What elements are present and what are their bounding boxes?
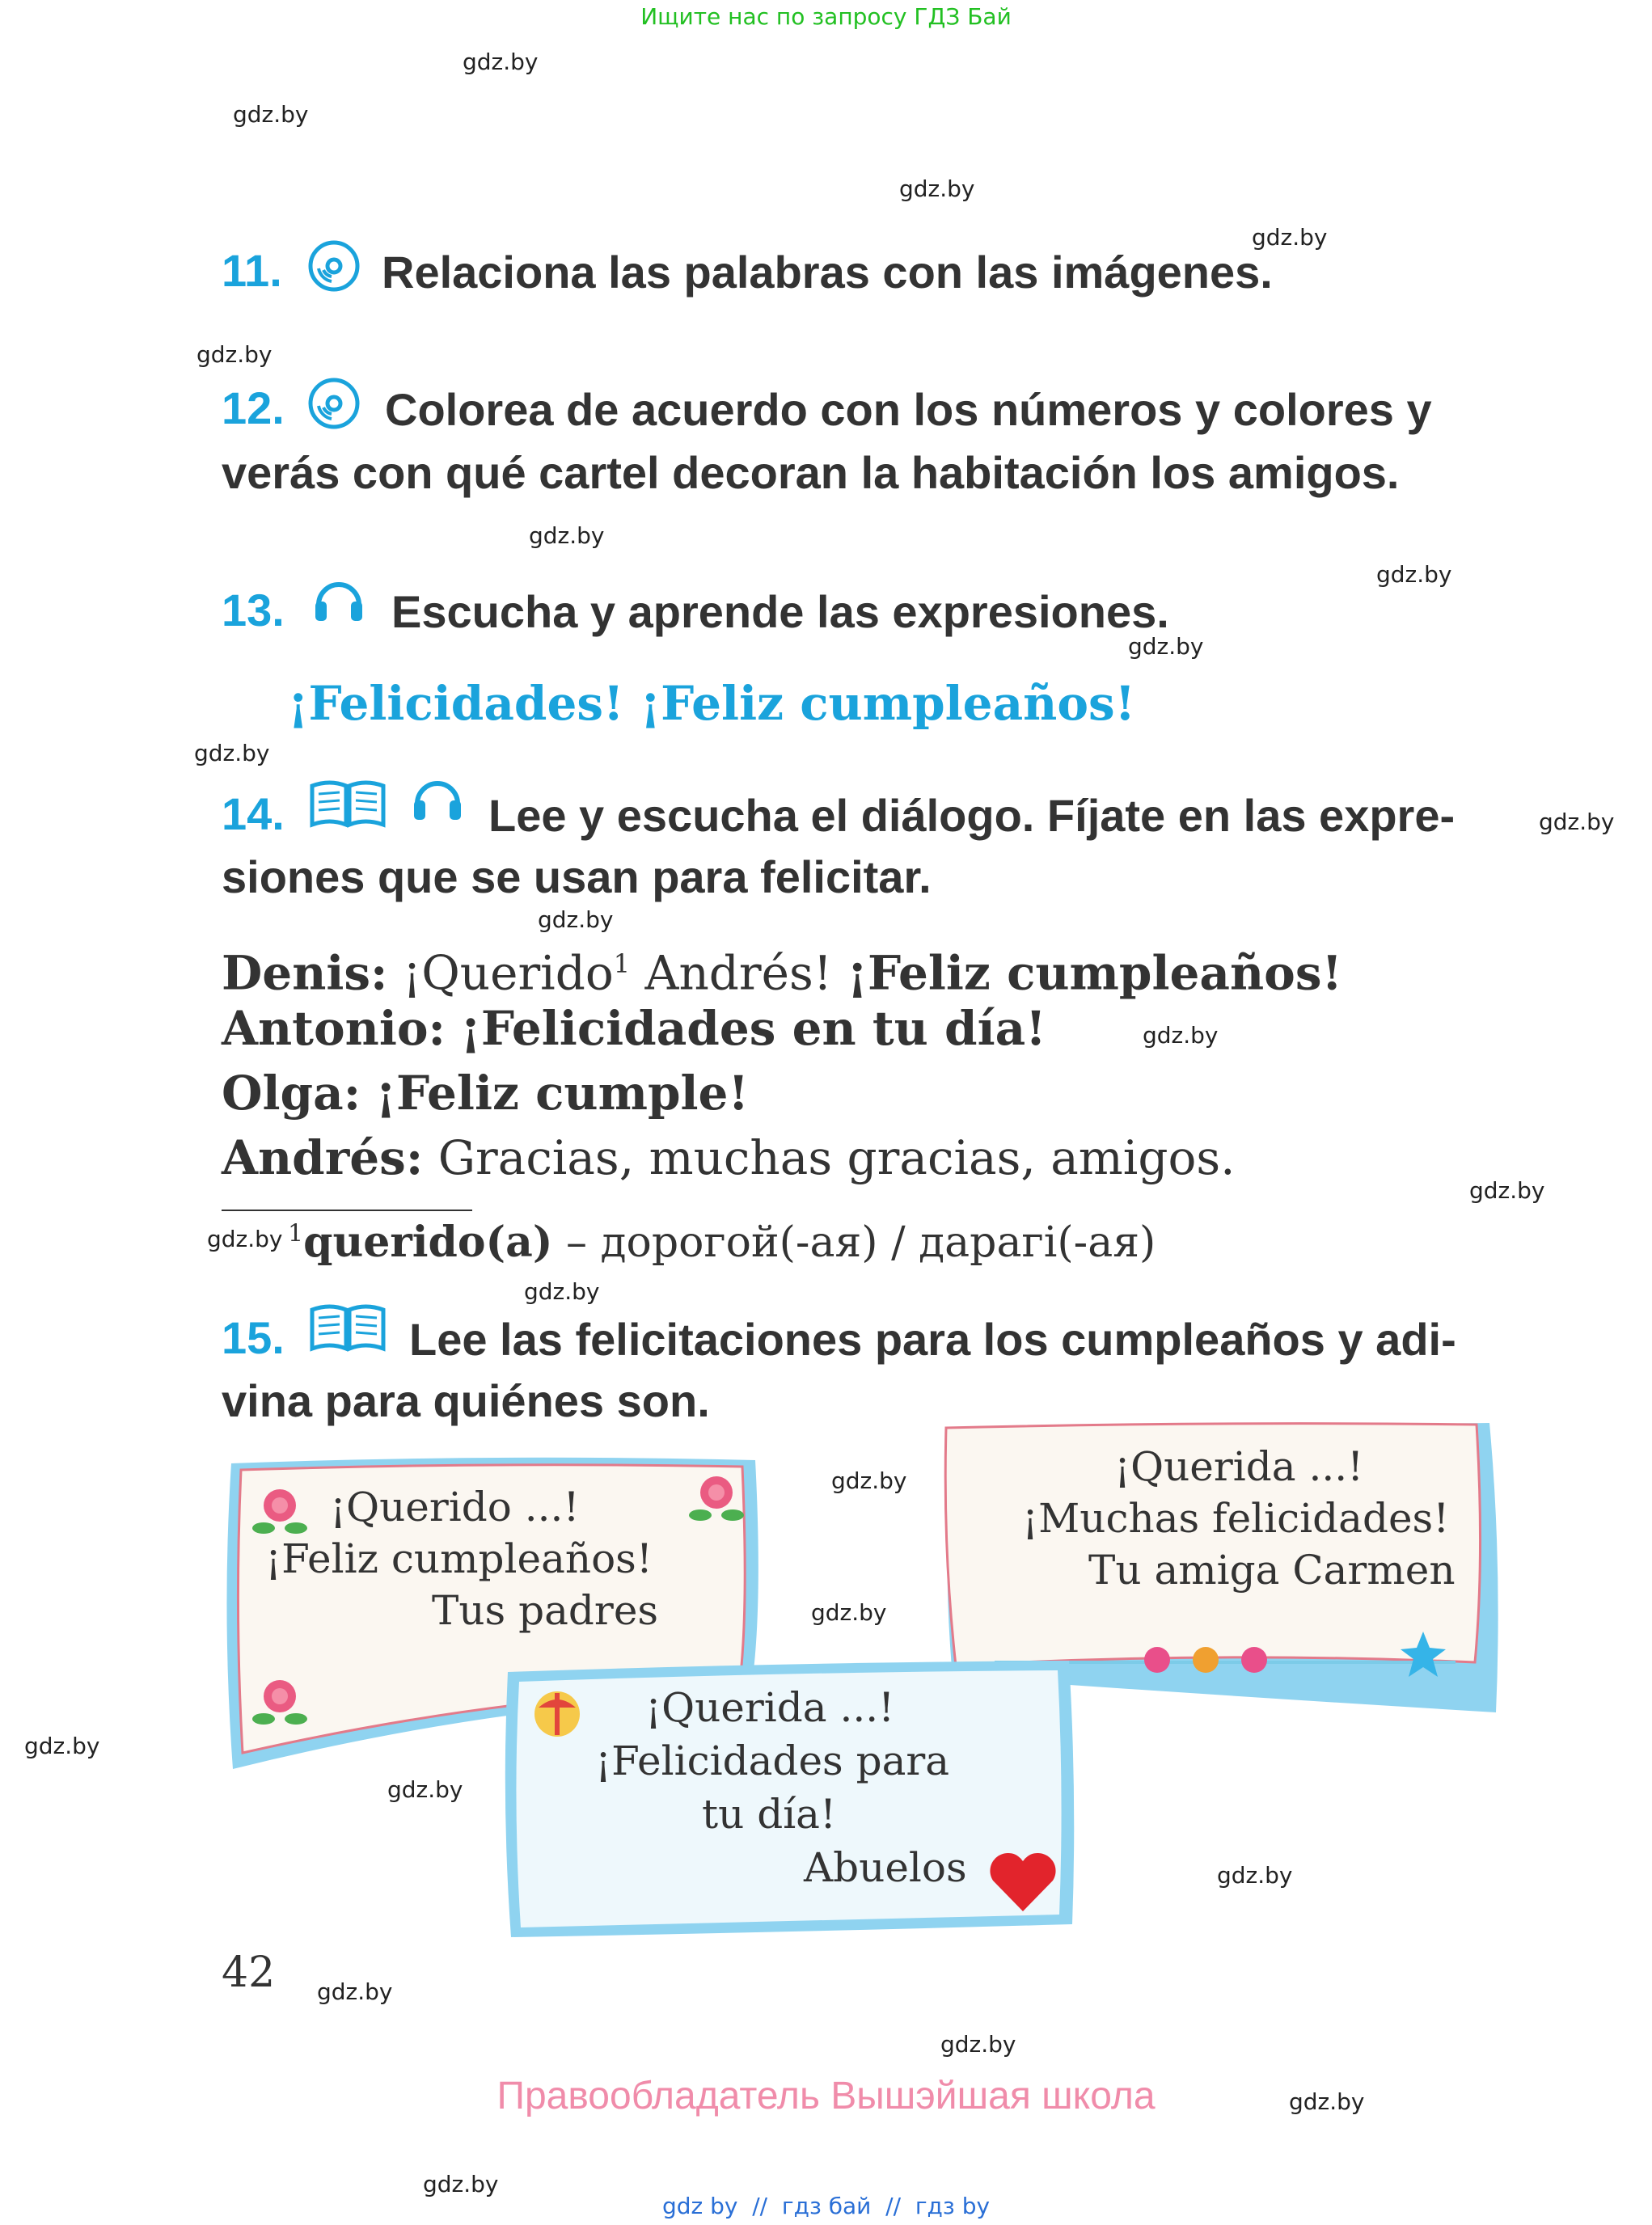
watermark: gdz.by [1217, 1862, 1293, 1889]
page-number: 42 [222, 1948, 276, 1997]
exercise-14-instruction-line2: siones que se usan para felicitar. [222, 851, 932, 902]
footnote-mark: 1 [613, 948, 631, 979]
exercise-11-instruction: Relaciona las palabras con las imágenes. [382, 247, 1273, 298]
rose-icon [686, 1468, 750, 1537]
dialogue-line-denis [222, 931, 1342, 1005]
footnote-divider [222, 1210, 472, 1211]
watermark: gdz.by [317, 1978, 393, 2005]
card-3-line3: tu día! [702, 1791, 837, 1838]
watermark: gdz.by [1289, 2088, 1365, 2115]
card-3-line1: ¡Querida ...! [645, 1684, 895, 1731]
exercise-15-instruction-line2: vina para quiénes son. [222, 1375, 710, 1426]
card-1-line3: Tus padres [432, 1587, 659, 1634]
speaker: Olga: [222, 1066, 361, 1121]
exercise-14-number: 14. [222, 788, 285, 839]
exercise-12-instruction-line2: verás con qué cartel decoran la habitación los amigos. [222, 447, 1400, 498]
dialogue-text: ¡Feliz cumpleaños! [847, 945, 1342, 1001]
speaker: Antonio: [222, 1001, 446, 1056]
gift-icon [529, 1683, 585, 1744]
cd-icon [307, 377, 361, 434]
watermark: gdz.by [529, 522, 605, 549]
exercise-11-number: 11. [222, 245, 282, 296]
watermark: gdz.by [524, 1278, 600, 1305]
dialogue-line-antonio [222, 996, 1046, 1061]
footnote [288, 1218, 1156, 1267]
exercise-15-number: 15. [222, 1312, 285, 1363]
top-banner[interactable]: Ищите нас по запросу ГДЗ Бай [640, 3, 1012, 30]
watermark: gdz.by [207, 1226, 283, 1252]
footer-links[interactable]: gdz by // гдз бай // гдз by [661, 2193, 991, 2219]
footnote-mark: 1 [288, 1219, 304, 1248]
watermark: gdz.by [1143, 1022, 1219, 1049]
headphones-icon [311, 571, 367, 631]
rose-icon [249, 1672, 314, 1741]
watermark: gdz.by [233, 101, 309, 128]
dialogue-line-olga [222, 1061, 749, 1125]
card-3-line4: Abuelos [804, 1844, 967, 1891]
watermark: gdz.by [811, 1599, 887, 1626]
dialogue-text: ¡Querido [402, 945, 614, 1001]
exercise-13-instruction: Escucha y aprende las expresiones. [391, 586, 1169, 637]
book-icon [307, 775, 388, 835]
dialogue-text: Gracias, muchas gracias, amigos. [437, 1130, 1236, 1185]
dialogue-text: Andrés! [630, 945, 847, 1001]
dialogue-text: ¡Feliz cumple! [375, 1066, 749, 1121]
watermark: gdz.by [940, 2031, 1016, 2058]
footnote-term: querido(a) [303, 1218, 553, 1267]
card-2-line1: ¡Querida ...! [1114, 1443, 1364, 1490]
star-flower-icon [1399, 1630, 1447, 1682]
expressions: ¡Felicidades! ¡Feliz cumpleaños! [288, 676, 1136, 731]
dialogue-text: ¡Felicidades en tu día! [460, 1001, 1046, 1056]
footnote-translation: – дорогой(-ая) / дарагі(-ая) [552, 1218, 1156, 1267]
watermark: gdz.by [1539, 809, 1615, 835]
card-1-line2: ¡Feliz cumpleaños! [265, 1535, 653, 1582]
exercise-15-instruction-line1: Lee las felicitaciones para los cumpleaños y adi- [409, 1314, 1456, 1365]
watermark: gdz.by [1128, 633, 1204, 660]
watermark: gdz.by [1376, 561, 1452, 588]
watermark: gdz.by [24, 1733, 100, 1759]
watermark: gdz.by [831, 1467, 907, 1494]
watermark: gdz.by [423, 2171, 499, 2198]
card-2-line2: ¡Muchas felicidades! [1022, 1495, 1450, 1542]
heart-icon [987, 1850, 1059, 1919]
card-3-line2: ¡Felicidades para [595, 1737, 950, 1784]
speaker: Andrés: [222, 1130, 424, 1185]
greeting-card-3 [500, 1657, 1082, 1940]
card-1-line1: ¡Querido ...! [330, 1484, 580, 1530]
exercise-12-number: 12. [222, 382, 285, 433]
watermark: gdz.by [194, 740, 270, 766]
watermark: gdz.by [196, 341, 273, 368]
book-icon [307, 1298, 388, 1359]
flower-border-icon [1137, 1640, 1274, 1684]
card-2-line3: Tu amiga Carmen [1088, 1547, 1456, 1594]
watermark: gdz.by [899, 175, 975, 202]
watermark: gdz.by [463, 49, 539, 75]
exercise-14-instruction-line1: Lee y escucha el diálogo. Fíjate en las expre- [488, 790, 1456, 841]
speaker: Denis: [222, 945, 388, 1001]
exercise-13-number: 13. [222, 585, 285, 635]
copyright-holder: Правообладатель Вышэйшая школа [496, 2075, 1156, 2117]
exercise-12-instruction-line1: Colorea de acuerdo con los números y colores y [385, 384, 1432, 435]
watermark: gdz.by [1469, 1177, 1545, 1204]
watermark: gdz.by [538, 906, 614, 933]
headphones-icon [409, 770, 466, 830]
dialogue-line-andres [222, 1125, 1236, 1190]
watermark: gdz.by [1252, 224, 1328, 251]
watermark: gdz.by [387, 1776, 463, 1803]
cd-icon [307, 239, 361, 297]
